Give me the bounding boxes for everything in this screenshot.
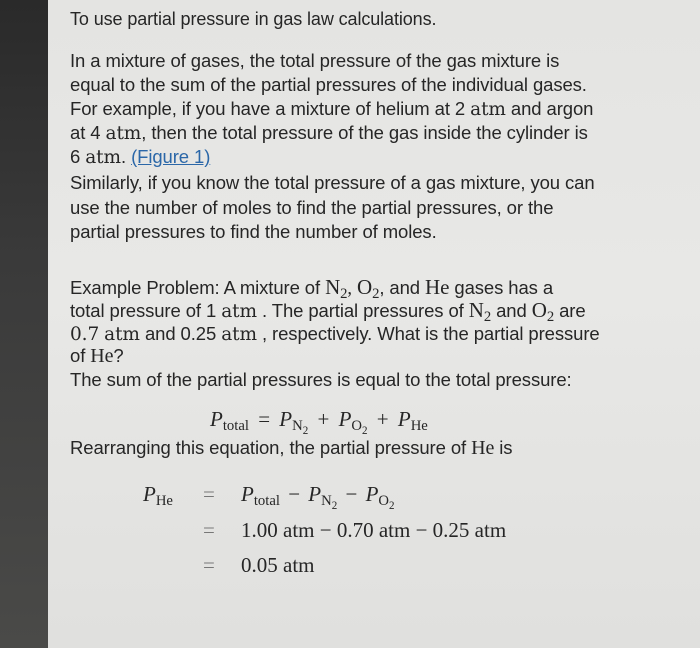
formula-o2: $O_2$ <box>357 275 380 302</box>
example-line2: total pressure of 1 atm . The partial pressures of $N_2$ and $O_2$ are <box>70 298 586 325</box>
example-line4: of He? <box>70 345 124 367</box>
dark-left-edge <box>0 0 48 648</box>
unit-atm: atm <box>85 147 121 168</box>
unit-atm: atm <box>221 324 257 345</box>
para1-line2: equal to the sum of the partial pressures of the individual gases. <box>70 74 587 95</box>
para2-line1: Similarly, if you know the total pressure of a gas mixture, you can <box>70 172 595 193</box>
solution-equals-2: = <box>203 518 215 542</box>
para2-line2: use the number of moles to find the partial pressures, or the <box>70 197 554 218</box>
formula-n2: $N_2$ <box>468 298 492 325</box>
unit-atm: atm <box>105 123 142 144</box>
solution-equals-3: = <box>203 553 215 577</box>
formula-he: He <box>471 437 495 459</box>
formula-he: He <box>90 345 114 367</box>
solution-equals-1: = <box>203 482 215 506</box>
solution-lhs: $P_{He}$ <box>143 482 173 509</box>
formula-o2: $O_2$ <box>531 298 555 325</box>
formula-n2: $N_2$ <box>325 275 348 302</box>
solution-row-3: 0.05 atm <box>241 553 315 577</box>
learning-goal: To use partial pressure in gas law calculations. <box>70 9 437 29</box>
para1-line5: 6 atm. (Figure 1) <box>70 146 211 168</box>
para1-line4: at 4 atm, then the total pressure of the gas inside the cylinder is <box>70 122 588 144</box>
solution-row-2: 1.00 atm − 0.70 atm − 0.25 atm <box>241 518 507 542</box>
example-line3: 0.7 atm and 0.25 atm , respectively. What is the partial pressure <box>70 323 600 345</box>
formula-he: He <box>425 275 450 299</box>
para1-line1: In a mixture of gases, the total pressure of the gas mixture is <box>70 50 560 71</box>
total-pressure-equation: $P_{total} = P_{N_2} + P_{O_2} + P_{He}$ <box>210 407 428 437</box>
para2-line3: partial pressures to find the number of moles. <box>70 221 437 242</box>
unit-atm: atm <box>104 324 140 345</box>
example-line1: Example Problem: A mixture of $N_2$, $O_2$, and He gases has a <box>70 275 554 302</box>
unit-atm: atm <box>221 301 257 322</box>
rearrange-line: Rearranging this equation, the partial pressure of He is <box>70 437 513 459</box>
problem-page <box>48 0 700 648</box>
example-line5: The sum of the partial pressures is equal to the total pressure: <box>70 369 572 390</box>
unit-atm: atm <box>470 99 506 120</box>
para1-line3: For example, if you have a mixture of helium at 2 atm and argon <box>70 98 594 120</box>
figure-1-link[interactable]: (Figure 1) <box>131 146 211 167</box>
solution-row-1: $P_{total} - P_{N_2} - P_{O_2}$ <box>241 482 395 512</box>
